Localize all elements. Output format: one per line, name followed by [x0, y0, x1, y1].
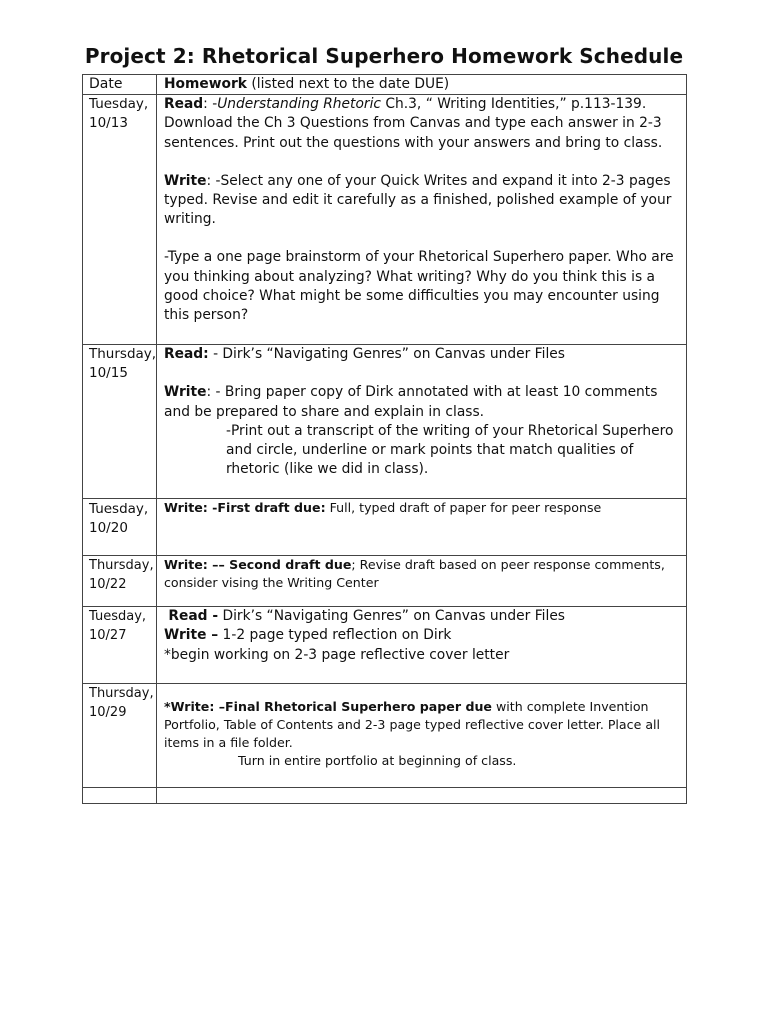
write-entry	[164, 556, 682, 592]
write-entry	[164, 172, 682, 230]
write-label: Write	[164, 172, 207, 189]
read-label: Read -	[168, 608, 219, 625]
table-row	[83, 556, 687, 607]
final-entry	[164, 698, 682, 752]
write-text: 1-2 page typed reflection on Dirk	[218, 627, 452, 644]
read-prefix: : -	[203, 96, 218, 113]
table-row	[83, 499, 687, 556]
table-row	[83, 684, 687, 788]
row-date	[83, 788, 157, 804]
read-label: Read	[164, 96, 204, 113]
write-text: ; Revise draft based on peer response comments, consider vising the Writing Center	[164, 557, 665, 591]
table-row	[83, 607, 687, 684]
book-title: Understanding Rhetoric	[217, 96, 381, 113]
row-homework	[157, 556, 687, 607]
write-text: Full, typed draft of paper for peer response	[325, 500, 602, 516]
header-homework	[157, 75, 687, 95]
transcript-text-b: underline or mark points that match qualities of rhetoric (like we did in class).	[226, 442, 634, 478]
row-homework	[157, 345, 687, 499]
row-homework	[157, 499, 687, 556]
homework-schedule-table	[82, 74, 687, 804]
table-header-row	[83, 75, 687, 95]
write-entry	[164, 626, 682, 645]
write-label: Write	[164, 384, 207, 401]
row-date: Tuesday, 10/27	[83, 607, 157, 684]
brainstorm-entry: -Type a one page brainstorm of your Rhetorical Superhero paper. Who are you thinking about analyzing? What writing? Why do you think this is a good choice? What might be some difficulties you may encounter using this person?	[164, 249, 674, 324]
turn-in-entry: Turn in entire portfolio at beginning of class.	[238, 753, 517, 769]
write-entry	[164, 383, 682, 421]
read-text: Ch.3, “ Writing Identities,” p.113-139. Download the Ch 3 Questions from Canvas and type each answer in 2-3 sentences. Print out the questions with your answers and bring to class.	[164, 96, 663, 151]
header-homework-label: Homework	[164, 76, 247, 92]
row-date: Thursday, 10/22	[83, 556, 157, 607]
row-date: Thursday, 10/15	[83, 345, 157, 499]
final-text: with complete Invention Portfolio, Table of Contents and 2-3 page typed reflective cover letter. Place all items in a file folder.	[164, 699, 661, 751]
row-homework	[157, 684, 687, 788]
table-row	[83, 95, 687, 345]
read-entry	[164, 607, 682, 626]
write-entry	[164, 499, 682, 517]
table-row	[83, 345, 687, 499]
row-homework	[157, 95, 687, 345]
cover-letter-entry: *begin working on 2-3 page reflective cover letter	[164, 646, 510, 663]
row-date: Tuesday, 10/20	[83, 499, 157, 556]
row-homework	[157, 788, 687, 804]
final-label: *Write: –Final Rhetorical Superhero paper due	[164, 699, 492, 715]
read-entry	[164, 95, 682, 153]
table-row-empty	[83, 788, 687, 804]
read-label: Read:	[164, 346, 209, 363]
header-date: Date	[83, 75, 157, 95]
write-text: : -Select any one of your Quick Writes and expand it into 2-3 pages typed. Revise and edit it carefully as a finished, polished example of your writing.	[164, 172, 672, 228]
read-text: - Dirk’s “Navigating Genres” on Canvas under Files	[208, 346, 565, 363]
write-text: : - Bring paper copy of Dirk annotated with at least 10 comments and be prepared to share and explain in class.	[164, 384, 658, 420]
transcript-entry	[164, 422, 682, 480]
read-entry	[164, 345, 682, 364]
row-date: Thursday, 10/29	[83, 684, 157, 788]
header-homework-note: (listed next to the date DUE)	[246, 76, 450, 92]
row-date: Tuesday, 10/13	[83, 95, 157, 345]
write-label: Write: -First draft due:	[164, 500, 326, 516]
write-label: Write –	[164, 627, 219, 644]
transcript-text-a: -Print out a transcript of the writing of your Rhetorical Superhero and circle,	[226, 422, 674, 459]
row-homework	[157, 607, 687, 684]
read-text: Dirk’s “Navigating Genres” on Canvas under Files	[218, 608, 565, 625]
page-title: Project 2: Rhetorical Superhero Homework Schedule	[84, 44, 684, 68]
write-label: Write: –– Second draft due	[164, 557, 352, 573]
